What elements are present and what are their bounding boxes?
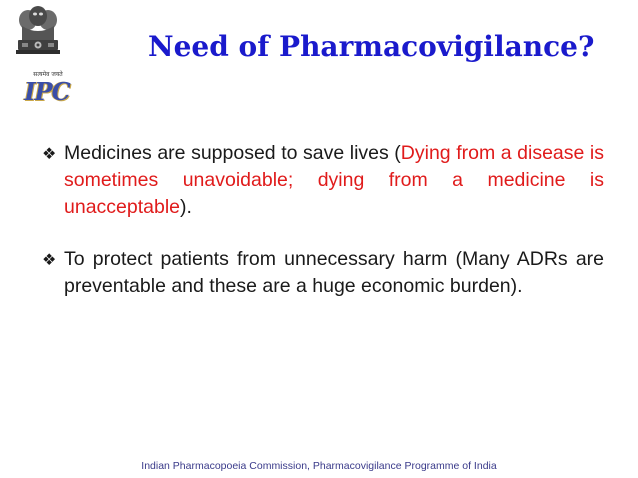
diamond-bullet-icon: ❖ [42, 250, 57, 269]
slide-title: Need of Pharmacovigilance? [148, 30, 595, 63]
diamond-bullet-icon: ❖ [42, 144, 57, 163]
bullet-1-text-before: Medicines are supposed to save lives ( [64, 142, 401, 164]
bullet-1-text-after: ). [180, 196, 192, 218]
bullet-item-2 [42, 246, 604, 300]
logo-ipc-text: IPC [24, 77, 70, 106]
ipc-logo [8, 6, 70, 106]
bullet-item-1 [42, 140, 604, 221]
bullet-1-highlight: Dying from a disease is sometimes unavoidable; dying from a medicine is unacceptable [64, 142, 604, 218]
lion-capital-emblem-icon [8, 6, 68, 70]
logo-motto: सत्यमेव जयते [33, 71, 63, 78]
bullet-2-text: To protect patients from unnecessary harm (Many ADRs are preventable and these are a huge economic burden). [64, 248, 604, 297]
bullet-list [42, 140, 604, 325]
slide-footer: Indian Pharmacopoeia Commission, Pharmacovigilance Programme of India [141, 460, 497, 472]
